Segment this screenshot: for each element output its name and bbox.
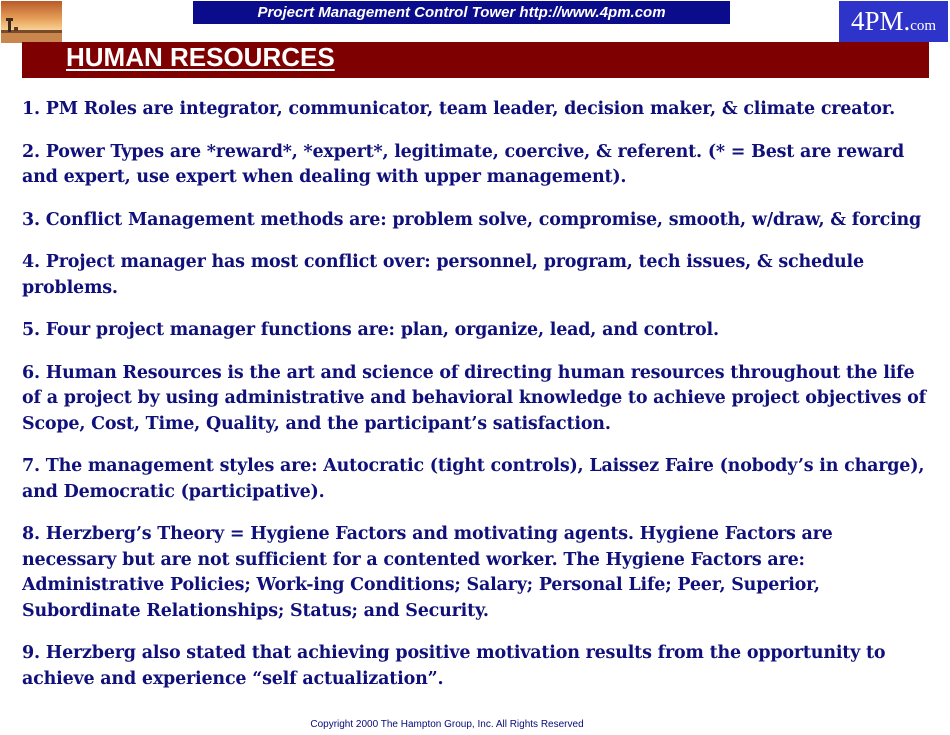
list-item: 1. PM Roles are integrator, communicator, team leader, decision maker, & climate creator. (22, 99, 896, 119)
sunset-landscape-image (1, 1, 62, 43)
list-item: 9. Herzberg also stated that achieving positive motivation results from the opportunity to achieve and experience “self actualization”. (22, 643, 886, 689)
copyright-notice: Copyright 2000 The Hampton Group, Inc. All Rights Reserved (310, 719, 584, 730)
4pm-logo (839, 1, 948, 42)
list-item: 5. Four project manager functions are: plan, organize, lead, and control. (22, 320, 719, 340)
logo-suffix-text: com (910, 18, 937, 34)
list-item: 4. Project manager has most conflict over: personnel, program, tech issues, & schedule problems. (22, 252, 864, 298)
page-title: HUMAN RESOURCES (66, 42, 335, 72)
list-item: 3. Conflict Management methods are: problem solve, compromise, smooth, w/draw, & forcing (22, 209, 922, 230)
list-item: 2. Power Types are *reward*, *expert*, legitimate, coercive, & referent. (* = Best are reward and expert, use expert when dealing with upper management). (22, 141, 905, 187)
list-item: 7. The management styles are: Autocratic (tight controls), Laissez Faire (nobody’s in charge), and Democratic (participative). (22, 456, 925, 502)
title-bar (22, 42, 929, 78)
list-item: 6. Human Resources is the art and science of directing human resources throughout the life of a project by using administrative and behavioral knowledge to achieve project objectives of Scope, Cost, Time, Quality, and the participant’s satisfaction. (22, 362, 926, 434)
list-item: 8. Herzberg’s Theory = Hygiene Factors and motivating agents. Hygiene Factors are necessary but are not sufficient for a contented worker. The Hygiene Factors are: Administrative Policies; Work-ing Conditions; Salary; Personal Life; Peer, Superior, Subordinate Relationships; Status; and Security. (22, 524, 833, 621)
hr-points-list (22, 97, 932, 709)
site-banner: Projecrt Management Control Tower http://www.4pm.com (193, 1, 730, 24)
logo-main-text: 4PM. (850, 6, 911, 36)
